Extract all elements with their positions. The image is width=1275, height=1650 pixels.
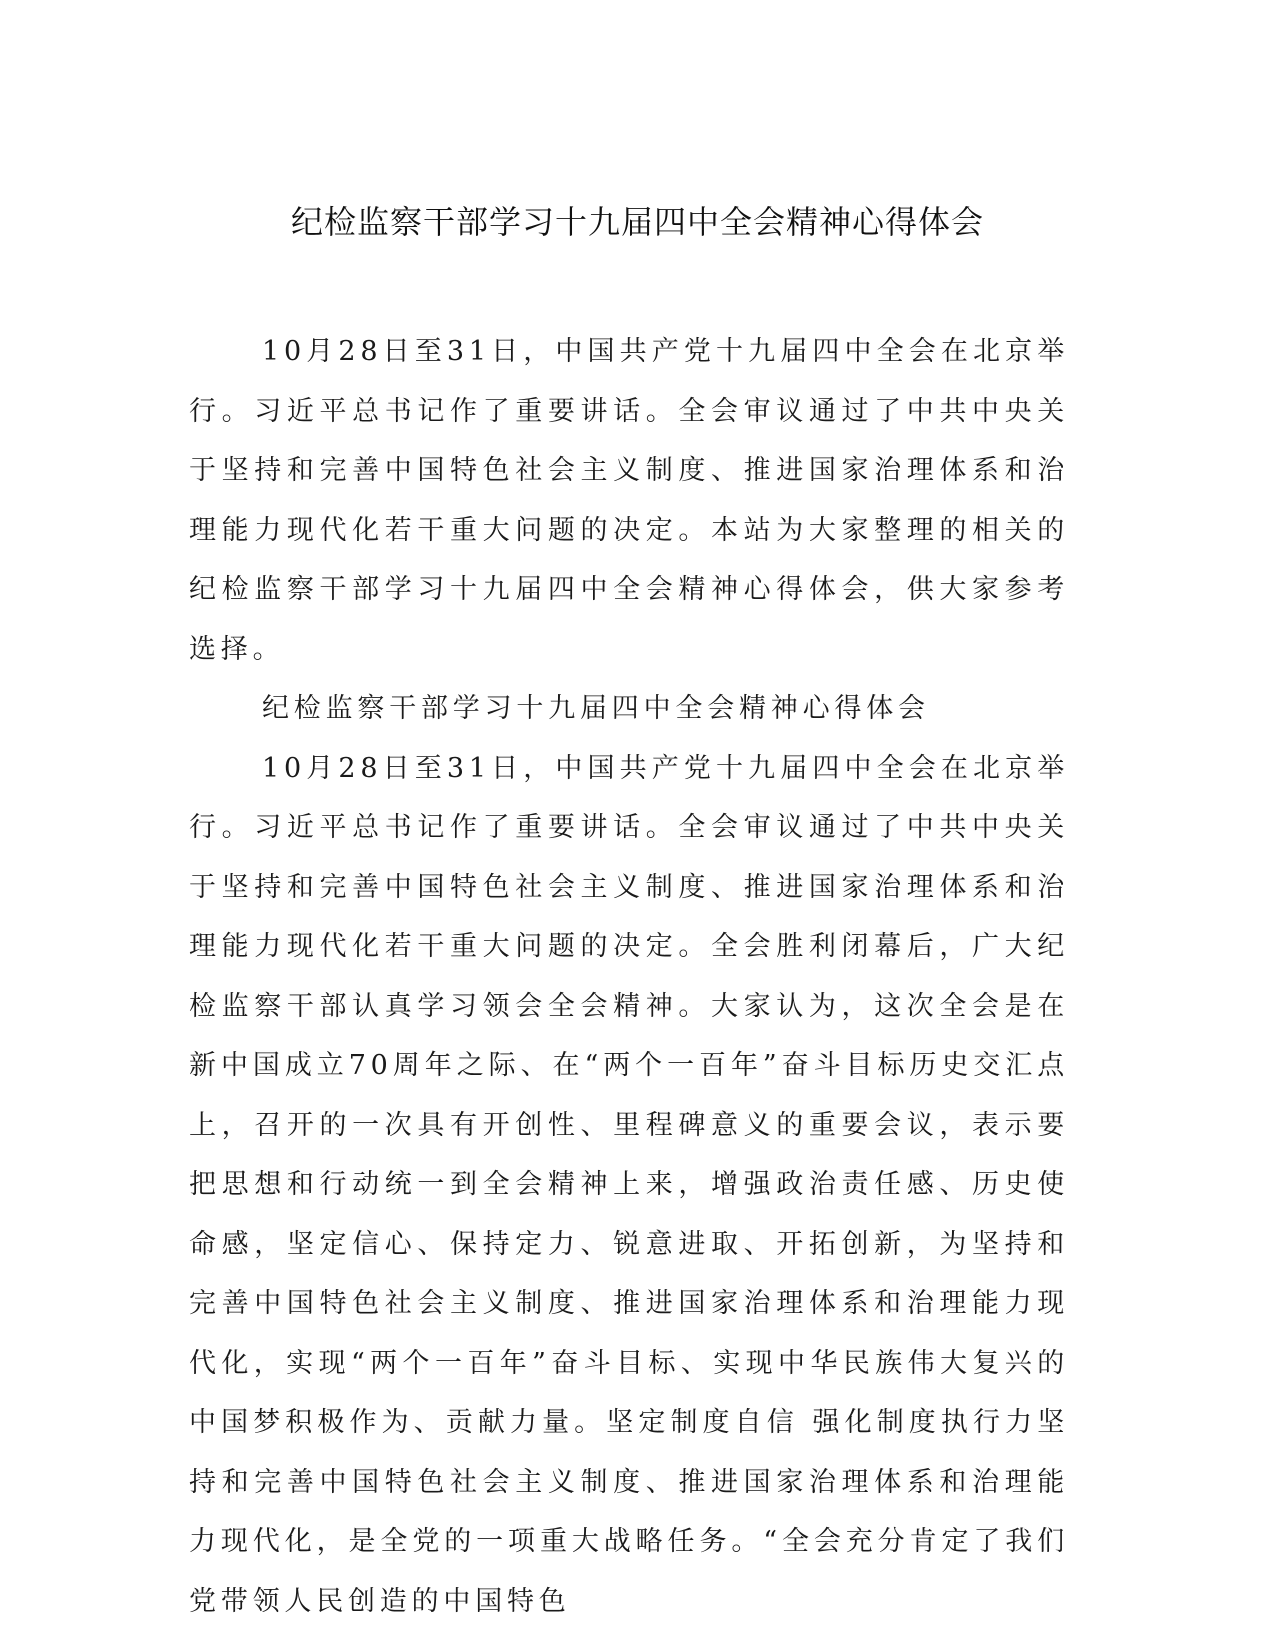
intro-paragraph: 10月28日至31日，中国共产党十九届四中全会在北京举行。习近平总书记作了重要讲话。全会审议通过了中共中央关于坚持和完善中国特色社会主义制度、推进国家治理体系和治理能力现代化若干重大问题的决定。本站为大家整理的相关的纪检监察干部学习十九届四中全会精神心得体会，供大家参考选择。 — [189, 336, 1069, 665]
document-body — [189, 322, 1069, 1631]
document-title: 纪检监察干部学习十九届四中全会精神心得体会 — [290, 203, 984, 241]
main-paragraph: 10月28日至31日，中国共产党十九届四中全会在北京举行。习近平总书记作了重要讲话。全会审议通过了中共中央关于坚持和完善中国特色社会主义制度、推进国家治理体系和治理能力现代化若干重大问题的决定。全会胜利闭幕后，广大纪检监察干部认真学习领会全会精神。大家认为，这次全会是在新中国成立70周年之际、在“两个一百年”奋斗目标历史交汇点上，召开的一次具有开创性、里程碑意义的重要会议，表示要把思想和行动统一到全会精神上来，增强政治责任感、历史使命感，坚定信心、保持定力、锐意进取、开拓创新，为坚持和完善中国特色社会主义制度、推进国家治理体系和治理能力现代化，实现“两个一百年”奋斗目标、实现中华民族伟大复兴的中国梦积极作为、贡献力量。坚定制度自信 强化制度执行力坚持和完善中国特色社会主义制度、推进国家治理体系和治理能力现代化，是全党的一项重大战略任务。“全会充分肯定了我们党带领人民创造的中国特色 — [189, 752, 1069, 1617]
subheading-paragraph: 纪检监察干部学习十九届四中全会精神心得体会 — [262, 693, 930, 724]
